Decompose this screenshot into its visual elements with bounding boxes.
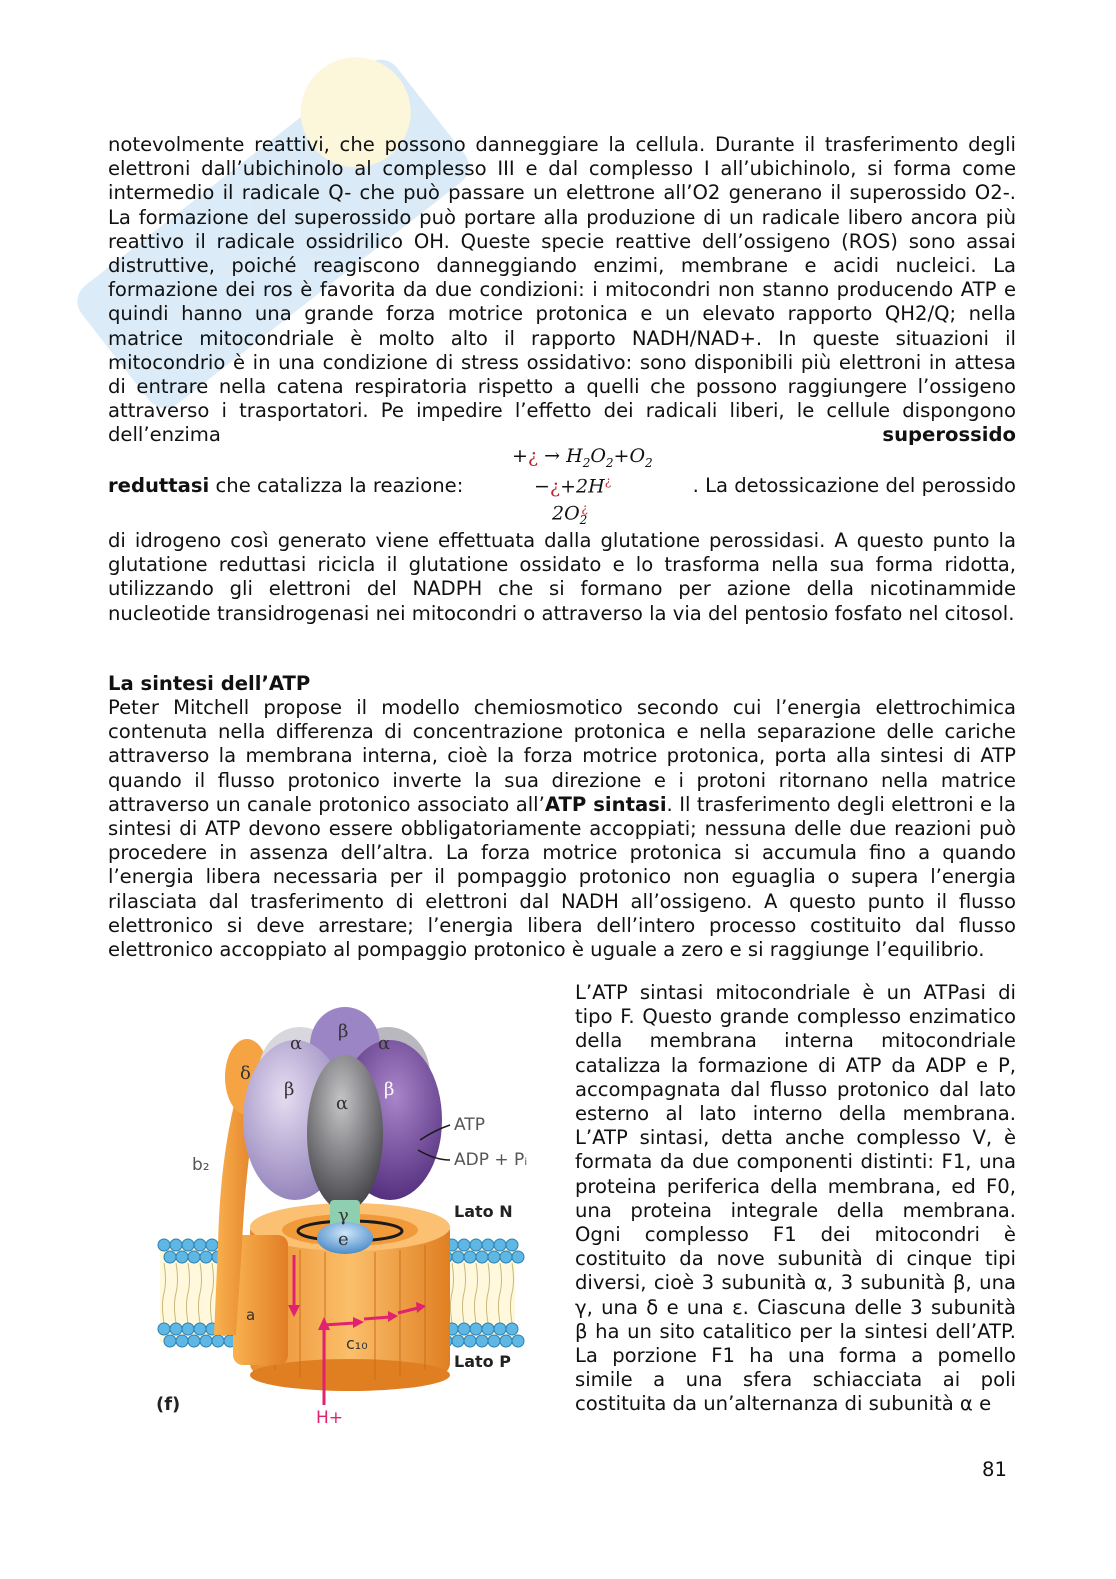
label-delta: δ	[240, 1063, 251, 1084]
label-alpha-left: α	[290, 1033, 303, 1054]
label-a: a	[246, 1306, 256, 1324]
label-atp: ATP	[454, 1115, 485, 1135]
paragraph-ros-text: notevolmente reattivi, che possono danneggiare la cellula. Durante il trasferimento degli elettroni dall’ubichinolo al complesso III e dal complesso I all’ubichinolo, si forma come intermedio il radicale Q- che può passare un elettrone all’O2 generano il superossido O2-. La formazione del superossido può portare alla produzione di un radicale libero ancora più reattivo il radicale ossidrilico OH. Queste specie reattive dell’ossigeno (ROS) sono assai distruttive, poiché reagiscono danneggiando enzimi, membrane e acidi nucleici. La formazione dei ros è favorita da due condizioni: i mitocondri non stanno producendo ATP e quindi hanno una grande forza motrice protonica e un elevato rapporto QH2/Q; nella matrice mitocondriale è molto alto il rapporto NADH/NAD+. In queste situazioni il mitocondrio è in una condizione di stress ossidativo: sono disponibili più elettroni in attesa di entrare nella catena respiratoria rispetto a quelli che possono raggiungere l’ossigeno attraverso i trasportatori. Pe impedire l’effetto dei radicali liberi, le cellule dispongono dell’enzima	[108, 133, 1016, 447]
reaction-lead-text: che catalizza la reazione:	[215, 474, 464, 497]
label-c10: c₁₀	[346, 1334, 368, 1353]
reaction-line	[108, 443, 1016, 533]
atp-synthase-figure	[150, 1005, 530, 1435]
label-figure-f: (f)	[156, 1394, 181, 1415]
label-lato-p: Lato P	[454, 1352, 511, 1371]
label-e: e	[338, 1229, 349, 1250]
label-beta-right: β	[384, 1079, 395, 1100]
atp-sintasi-bold: ATP sintasi	[544, 792, 667, 816]
atp-synthase-illustration	[150, 1005, 530, 1435]
reaction-formula: +¿ → $H_2O_2+O_2$ −¿+2H¿ $2O_2^¿$	[512, 445, 653, 528]
label-lato-n: Lato N	[454, 1202, 513, 1221]
page-number: 81	[982, 1458, 1007, 1481]
paragraph-detox	[108, 529, 1016, 626]
label-gamma: γ	[338, 1205, 349, 1226]
paragraph-mitchell: Peter Mitchell propose il modello chemiosmotico secondo cui l’energia elettrochimica contenuta nella differenza di concentrazione protonica e nella separazione delle cariche attraverso la membrana interna, cioè la forza motrice protonica, porta alla sintesi di ATP quando il flusso protonico inverte la sua direzione e i protoni ritornano nella matrice attraverso un canale protonico associato all’ATP sintasi. Il trasferimento degli elettroni e la sintesi di ATP devono essere obbligatoriamente accoppiati; nessuna delle due reazioni può procedere in assenza dell’altra. La forza motrice protonica si accumula fino a quando l’energia libera necessaria per il pompaggio protonico non eguaglia o supera l’energia rilasciata dal trasferimento di elettroni dal NADH all’ossigeno. A questo punto il flusso elettronico si deve arrestare; l’energia libera dell’intero processo costituito dal flusso elettronico accoppiato al pompaggio protonico è uguale a zero e si raggiunge l’equilibrio.	[108, 696, 1016, 962]
enzyme-name-bold-2: reduttasi	[108, 474, 210, 497]
label-alpha-center: α	[336, 1093, 349, 1114]
reaction-tail-text: . La detossicazione del perossido	[692, 474, 1016, 497]
label-beta-top: β	[338, 1021, 349, 1042]
label-adp-pi: ADP + Pᵢ	[454, 1150, 528, 1170]
paragraph-ros	[108, 133, 1016, 448]
paragraph-f1-text: L’ATP sintasi mitocondriale è un ATPasi di tipo F. Questo grande complesso enzimatico della membrana interna mitocondriale catalizza la formazione di ATP da ADP e P, accompagnata dal flusso protonico dal lato esterno al lato interno della membrana. L’ATP sintasi, detta anche complesso V, è formata da due componenti distinti: F1, una proteina periferica della membrana, ed F0, una proteina integrale della membrana. Ogni complesso F1 dei mitocondri è costituito da nove subunità di cinque tipi diversi, cioè 3 subunità α, 3 subunità β, una γ, una δ e una ε. Ciascuna delle 3 subunità β ha un sito catalitico per la sintesi dell’ATP. La porzione F1 ha una forma a pomello simile a una sfera schiacciata ai poli costituita da un’alternanza di subunità α e	[575, 981, 1016, 1416]
enzyme-name-bold-1: superossido	[882, 423, 1016, 447]
label-beta-left: β	[284, 1079, 295, 1100]
label-b2: b₂	[192, 1155, 210, 1175]
label-h-plus: H+	[316, 1408, 344, 1428]
paragraph-f1	[575, 981, 1016, 1417]
label-alpha-right: α	[378, 1033, 391, 1054]
section-heading: La sintesi dell’ATP	[108, 672, 311, 695]
paragraph-detox-text: di idrogeno così generato viene effettuata dalla glutatione perossidasi. A questo punto la glutatione reduttasi ricicla il glutatione ossidato e lo trasforma nella sua forma ridotta, utilizzando gli elettroni del NADPH che si formano per azione della nicotinammide nucleotide transidrogenasi nei mitocondri o attraverso la via del pentosio fosfato nel citosol.	[108, 529, 1016, 625]
